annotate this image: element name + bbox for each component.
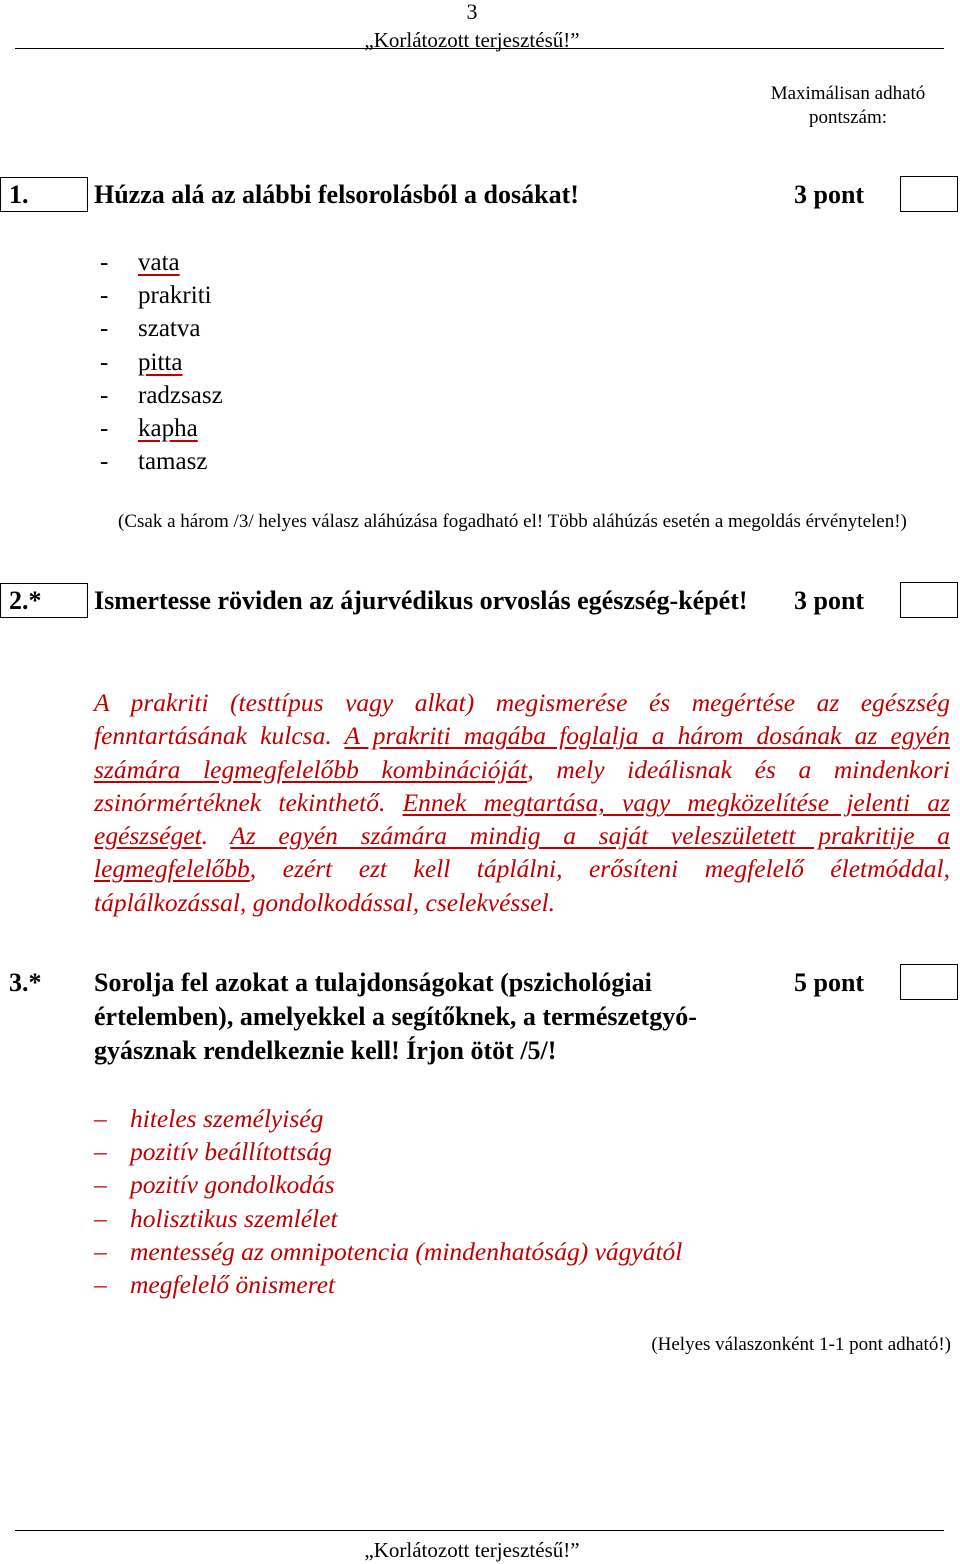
list-item: – mentesség az omnipotencia (mindenhatóság) vágyától	[94, 1236, 683, 1266]
page-number: 3	[466, 0, 478, 24]
list-item: – pozitív gondolkodás	[94, 1170, 335, 1200]
header-divider	[15, 48, 944, 49]
footer-title: „Korlátozott terjesztésű!”	[364, 1538, 580, 1562]
list-item[interactable]: - kapha	[100, 415, 198, 443]
q1-points: 3 pont	[794, 180, 865, 209]
list-item[interactable]: - tamasz	[100, 448, 208, 476]
list-item[interactable]: - vata	[100, 249, 180, 276]
q3-answers-list	[94, 1102, 894, 1301]
q1-options-list	[100, 246, 500, 478]
list-item: – hiteles személyiség	[94, 1104, 324, 1133]
q3-score-box[interactable]	[900, 964, 958, 1000]
q2-text: Ismertesse röviden az ájurvédikus orvoslás egészség-képét!	[94, 586, 748, 615]
list-item[interactable]: - pitta	[100, 348, 183, 376]
q1-number: 1.	[0, 177, 88, 212]
q2-points: 3 pont	[794, 586, 865, 615]
q1-score-box[interactable]	[900, 176, 958, 212]
list-item: – megfelelő önismeret	[94, 1270, 336, 1300]
list-item[interactable]: - szatva	[100, 315, 201, 343]
list-item[interactable]: - prakriti	[100, 282, 212, 310]
list-item: – holisztikus szemlélet	[94, 1203, 338, 1233]
q1-note: (Csak a három /3/ helyes válasz aláhúzása fogadható el! Több aláhúzás esetén a megoldás érvénytelen!)	[118, 511, 907, 532]
header-title: „Korlátozott terjesztésű!”	[364, 28, 580, 52]
q3-text: Sorolja fel azokat a tulajdonságokat (pszichológiai értelemben), amelyekkel a segítőknek, a természetgyó-gyásznak rendelkeznie kell! Írjon ötöt /5/!	[94, 968, 697, 1065]
q3-points: 5 pont	[794, 968, 865, 997]
list-item: – pozitív beállítottság	[94, 1137, 332, 1167]
q1-text: Húzza alá az alábbi felsorolásból a dosákat!	[94, 180, 579, 209]
list-item[interactable]: - radzsasz	[100, 381, 223, 409]
q2-score-box[interactable]	[900, 582, 958, 618]
q2-number: 2.*	[0, 583, 88, 618]
footer-divider	[15, 1530, 944, 1531]
max-points-label: Maximálisan adható pontszám:	[770, 83, 926, 128]
q3-note: (Helyes válaszonként 1-1 pont adható!)	[651, 1334, 951, 1355]
q3-number: 3.*	[9, 968, 42, 997]
q2-answer: A prakriti (testtípus vagy alkat) megismerése és megértése az egészség fenntartásának kulcsa. A prakriti magába foglalja a három dosának az egyén számára legmegfelelőbb kombinációját, mely ideálisnak és a mindenkori zsinórmértéknek tekinthető. Ennek megtartása, vagy megközelítése jelenti az egészséget. Az egyén számára mindig a saját veleszületett prakritije a legmegfelelőbb, ezért ezt kell táplálni, erősíteni megfelelő életmóddal, táplálkozással, gondolkodással, cselekvéssel.	[94, 688, 951, 917]
